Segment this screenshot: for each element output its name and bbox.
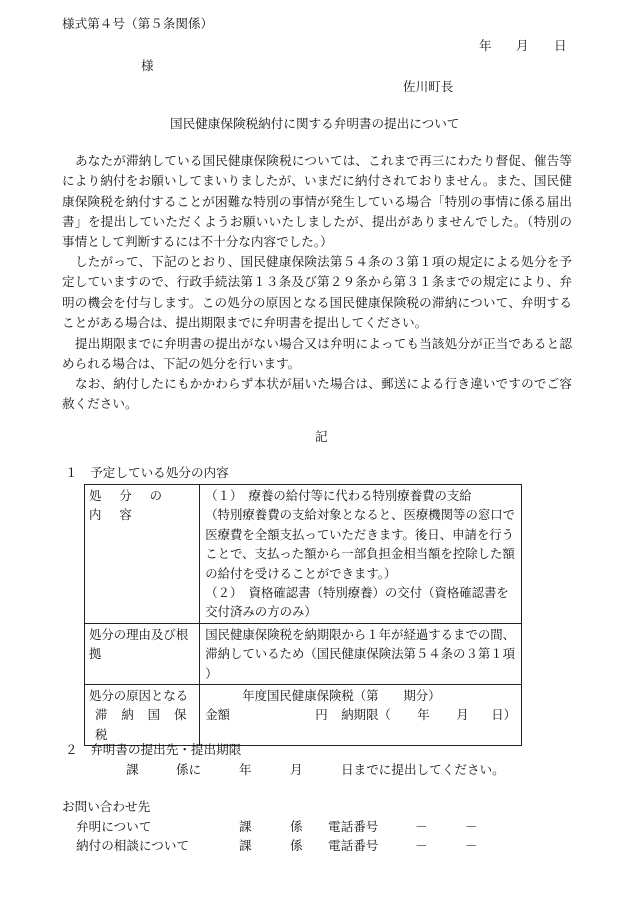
- amount-label: 金額: [205, 707, 231, 723]
- content-item2-title: 資格確認書（特別療養）の交付（資格確認書を交付済みの方のみ）: [205, 585, 509, 620]
- content-item1-num: （１）: [205, 488, 237, 503]
- body-paragraph-2: したがって、下記のとおり、国民健康保険法第５４条の３第１項の規定による処分を予定していますので、行政手続法第１３条及び第２９条から第３１条までの規定により、弁明の機会を付与します。この処分の原因となる国民健康保険税の滞納について、弁明することがある場合は、提出期限までに弁明書を提出してください。: [62, 254, 572, 330]
- cause-amount-line: [205, 705, 516, 724]
- addressee-suffix: 様: [141, 58, 154, 73]
- reason-text: 国民健康保険税を納期限から１年が経過するまでの間、滞納しているため（国民健康保険法第５４条の３第１項）: [200, 623, 522, 684]
- cause-tax-line: 年度国民健康保険税（第 期分）: [242, 688, 441, 704]
- body-paragraph-4: なお、納付したにもかかわらず本状が届いた場合は、郵送による行き違いですのでご容赦ください。: [62, 376, 572, 412]
- ki-marker: 記: [315, 429, 328, 444]
- cause-cell: [200, 685, 522, 746]
- content-item1-title: 療養の給付等に代わる特別療養費の支給: [248, 488, 472, 503]
- cause-label-cell: [85, 685, 200, 746]
- deadline-year: 年: [417, 707, 430, 723]
- content-cell: [200, 485, 522, 624]
- table-row: [85, 485, 522, 624]
- reason-label: 処分の理由及び根拠: [85, 623, 200, 684]
- contact-kakari: 係: [290, 838, 303, 853]
- content-item2: [205, 583, 516, 622]
- contact-label: 弁明について: [76, 819, 152, 834]
- section2-year: 年: [239, 762, 252, 777]
- section1-heading: １ 予定している処分の内容: [65, 465, 229, 480]
- sender-name: 佐川町長: [403, 79, 454, 94]
- content-label-cell: [85, 485, 200, 624]
- deadline-month: 月: [456, 707, 469, 723]
- section2-deadline-suffix: 日までに提出してください。: [341, 762, 505, 777]
- contact-kakari: 係: [290, 819, 303, 834]
- disposition-table: [84, 484, 522, 746]
- contact-ka: 課: [239, 838, 252, 853]
- document-title: 国民健康保険税納付に関する弁明書の提出について: [170, 116, 460, 131]
- section2-heading: ２ 弁明書の提出先・提出期限: [65, 742, 242, 757]
- contact-label: 納付の相談について: [76, 838, 190, 853]
- contact-dash: －: [415, 838, 428, 853]
- section2-kakari: 係に: [176, 762, 202, 777]
- body-paragraph-3: 提出期限までに弁明書の提出がない場合又は弁明によっても当該処分が正当であると認められる場合は、下記の処分を行います。: [62, 336, 572, 372]
- contact-dash: －: [415, 819, 428, 834]
- contact-tel-label: 電話番号: [328, 819, 379, 834]
- contact-dash: －: [465, 838, 478, 853]
- contact-heading: お問い合わせ先: [62, 799, 151, 814]
- date-day-label: 日: [554, 38, 567, 53]
- cause-label-line2: 滞 納 国 保 税: [95, 707, 192, 742]
- amount-yen: 円: [315, 707, 328, 723]
- contact-dash: －: [465, 819, 478, 834]
- deadline-day: 日）: [491, 707, 517, 723]
- table-row: [85, 685, 522, 746]
- deadline-label: 納期限（: [341, 707, 391, 723]
- section2-ka: 課: [126, 762, 139, 777]
- section2-month: 月: [290, 762, 303, 777]
- contact-tel-label: 電話番号: [328, 838, 379, 853]
- content-item2-num: （２）: [205, 585, 237, 601]
- content-label: 処 分 の 内 容: [89, 488, 170, 523]
- contact-ka: 課: [239, 819, 252, 834]
- content-item1-detail: （特別療養費の支給対象となると、医療機関等の窓口で医療費を全額支払っていただきます。後日、申請を行うことで、支払った額から一部負担金相当額を控除した額の給付を受けることができます。）: [205, 507, 516, 581]
- form-number: 様式第４号（第５条関係）: [62, 16, 214, 31]
- date-month-label: 月: [516, 38, 529, 53]
- content-item1: [205, 486, 516, 505]
- body-paragraph-1: あなたが滞納している国民健康保険税については、これまで再三にわたり督促、催告等により納付をお願いしてまいりましたが、いまだに納付されておりません。また、国民健康保険税を納付することが困難な特別の事情が発生している場合「特別の事情に係る届出書」を提出していただくようお願いいたしましたが、提出がありませんでした。（特別の事情として判断するには不十分な内容でした。）: [62, 153, 572, 250]
- cause-label-line1: 処分の原因となる: [89, 688, 189, 704]
- date-year-label: 年: [479, 38, 492, 53]
- table-row: [85, 623, 522, 684]
